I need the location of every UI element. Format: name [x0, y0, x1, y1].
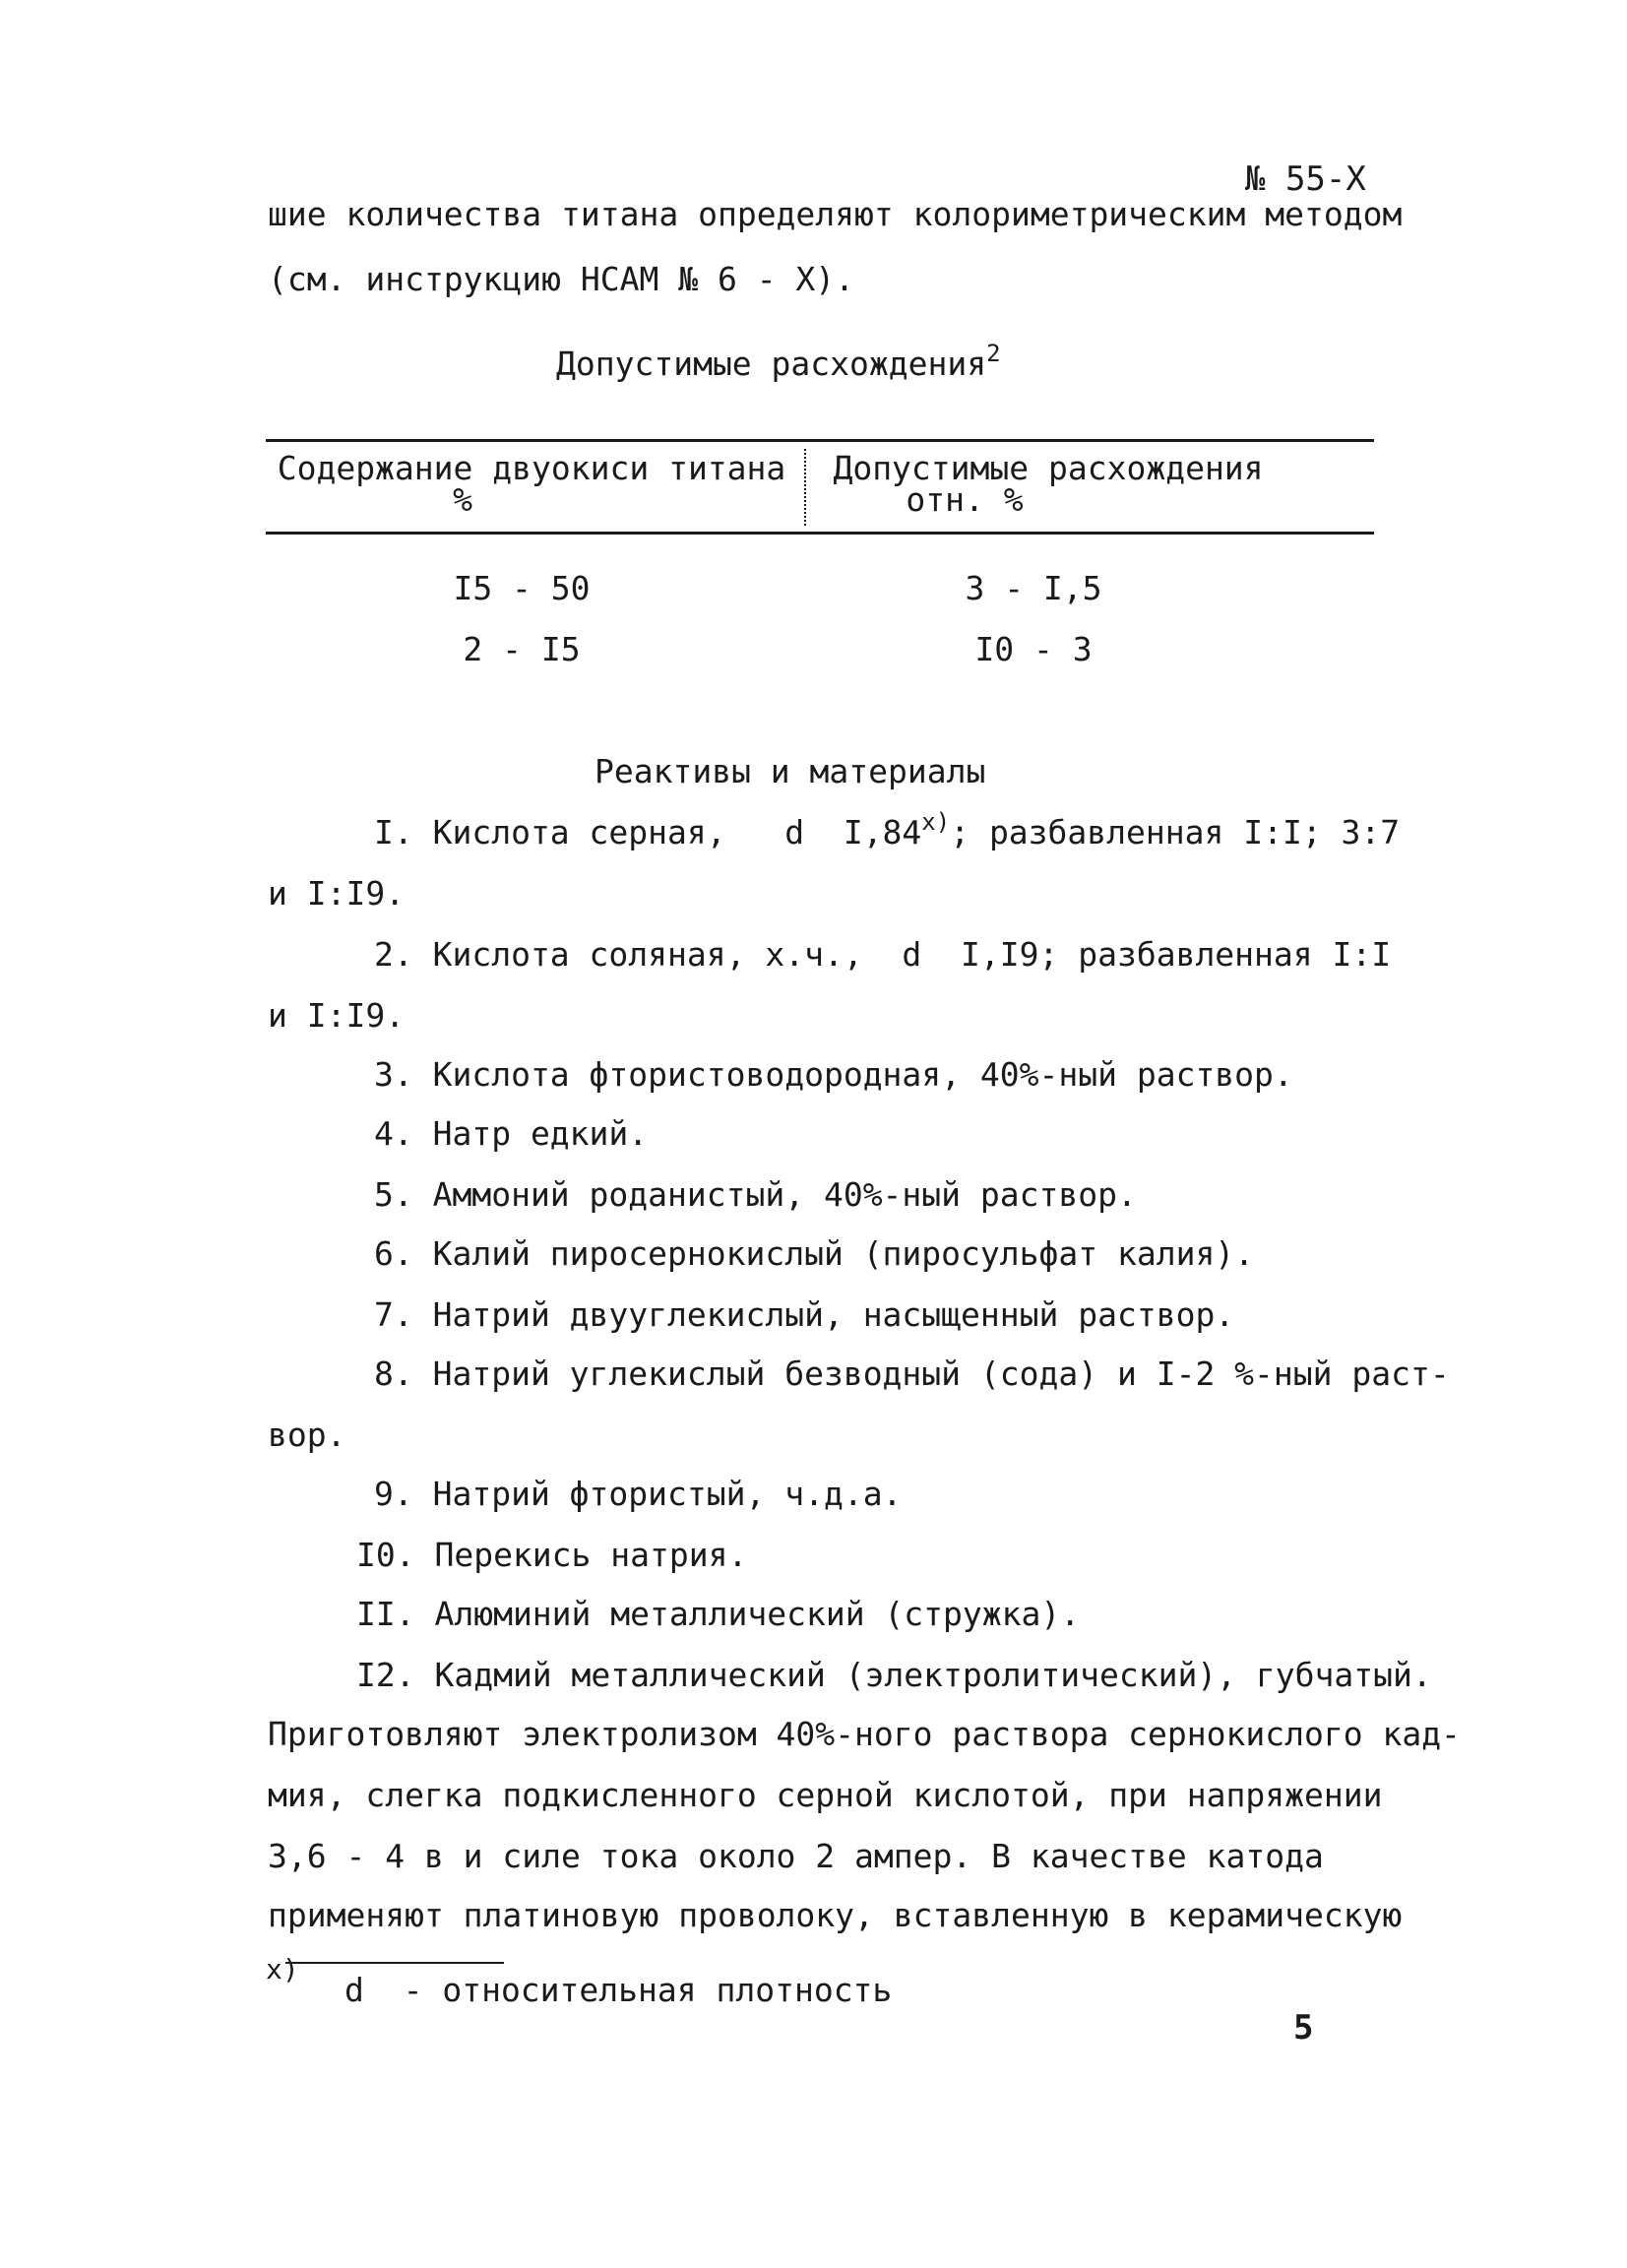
reagent-item-5: 5. Аммоний роданистый, 40%-ный раствор. [374, 1175, 1137, 1214]
table-top-rule [266, 439, 1374, 442]
reagent-item-1-tail: ; разбавленная I:I; 3:7 [950, 813, 1401, 851]
reagent-item-8: 8. Натрий углекислый безводный (сода) и I-2 %-ный раст- [374, 1354, 1450, 1393]
reagent-item-12: I2. Кадмий металлический (электролитический), губчатый. [356, 1656, 1432, 1694]
table-cell-content-1: I5 - 50 [453, 569, 591, 607]
table-header-rule [266, 532, 1374, 535]
reagent-item-7: 7. Натрий двууглекислый, насыщенный раствор. [374, 1295, 1235, 1334]
table-cell-tolerance-2: I0 - 3 [974, 630, 1093, 668]
reagent-item-2-cont: и I:I9. [268, 996, 406, 1035]
reagent-item-1-cont: и I:I9. [268, 874, 406, 913]
table-cell-content-2: 2 - I5 [463, 630, 581, 668]
reagent-item-2: 2. Кислота соляная, х.ч., d I,I9; разбавленная I:I [374, 935, 1392, 974]
reagent-item-1 [374, 808, 1401, 851]
reagent-item-1-sup: х) [921, 808, 951, 836]
table-header-tolerance: Допустимые расхождения [833, 449, 1264, 487]
footnote-text: d - относительная плотность [344, 1971, 893, 2009]
table-cell-tolerance-1: 3 - I,5 [965, 569, 1102, 607]
tolerance-title [556, 340, 1001, 383]
reagent-item-4: 4. Натр едкий. [374, 1114, 649, 1153]
reagents-title: Реактивы и материалы [594, 752, 986, 790]
reagent-item-12-line-5: применяют платиновую проволоку, вставленную в керамическую [268, 1896, 1403, 1934]
reagent-item-8-cont: вор. [268, 1416, 346, 1454]
reagent-item-6: 6. Калий пиросернокислый (пиросульфат калия). [374, 1234, 1255, 1273]
reagent-item-9: 9. Натрий фтористый, ч.д.а. [374, 1475, 903, 1513]
reagent-item-12-line-2: Приготовляют электролизом 40%-ного раствора сернокислого кад- [268, 1715, 1461, 1753]
table-header-content: Содержание двуокиси титана [277, 449, 786, 487]
reagent-item-11: II. Алюминий металлический (стружка). [356, 1595, 1081, 1633]
table-header-tolerance-unit: отн. % [906, 480, 1024, 519]
intro-line-1: шие количества титана определяют колориметрическим методом [268, 195, 1403, 233]
reagent-item-12-line-3: мия, слегка подкисленного серной кислотой, при напряжении [268, 1776, 1383, 1814]
page-number: 5 [1293, 2008, 1314, 2048]
reagent-item-1-text: I. Кислота серная, d I,84 [374, 813, 922, 851]
footnote-marker: х) [266, 1953, 299, 1985]
reagent-item-3: 3. Кислота фтористоводородная, 40%-ный раствор. [374, 1055, 1293, 1094]
document-number: № 55-Х [1245, 159, 1366, 199]
table-header-content-unit: % [453, 480, 472, 519]
tolerance-title-text: Допустимые расхождения [556, 345, 987, 383]
tolerance-title-sup: 2 [986, 340, 1001, 367]
intro-line-2: (см. инструкцию НСАМ № 6 - Х). [268, 260, 855, 298]
footnote-rule [285, 1962, 504, 1964]
reagent-item-10: I0. Перекись натрия. [356, 1536, 748, 1574]
table-column-separator [804, 449, 806, 526]
reagent-item-12-line-4: 3,6 - 4 в и силе тока около 2 ампер. В качестве катода [268, 1837, 1324, 1875]
